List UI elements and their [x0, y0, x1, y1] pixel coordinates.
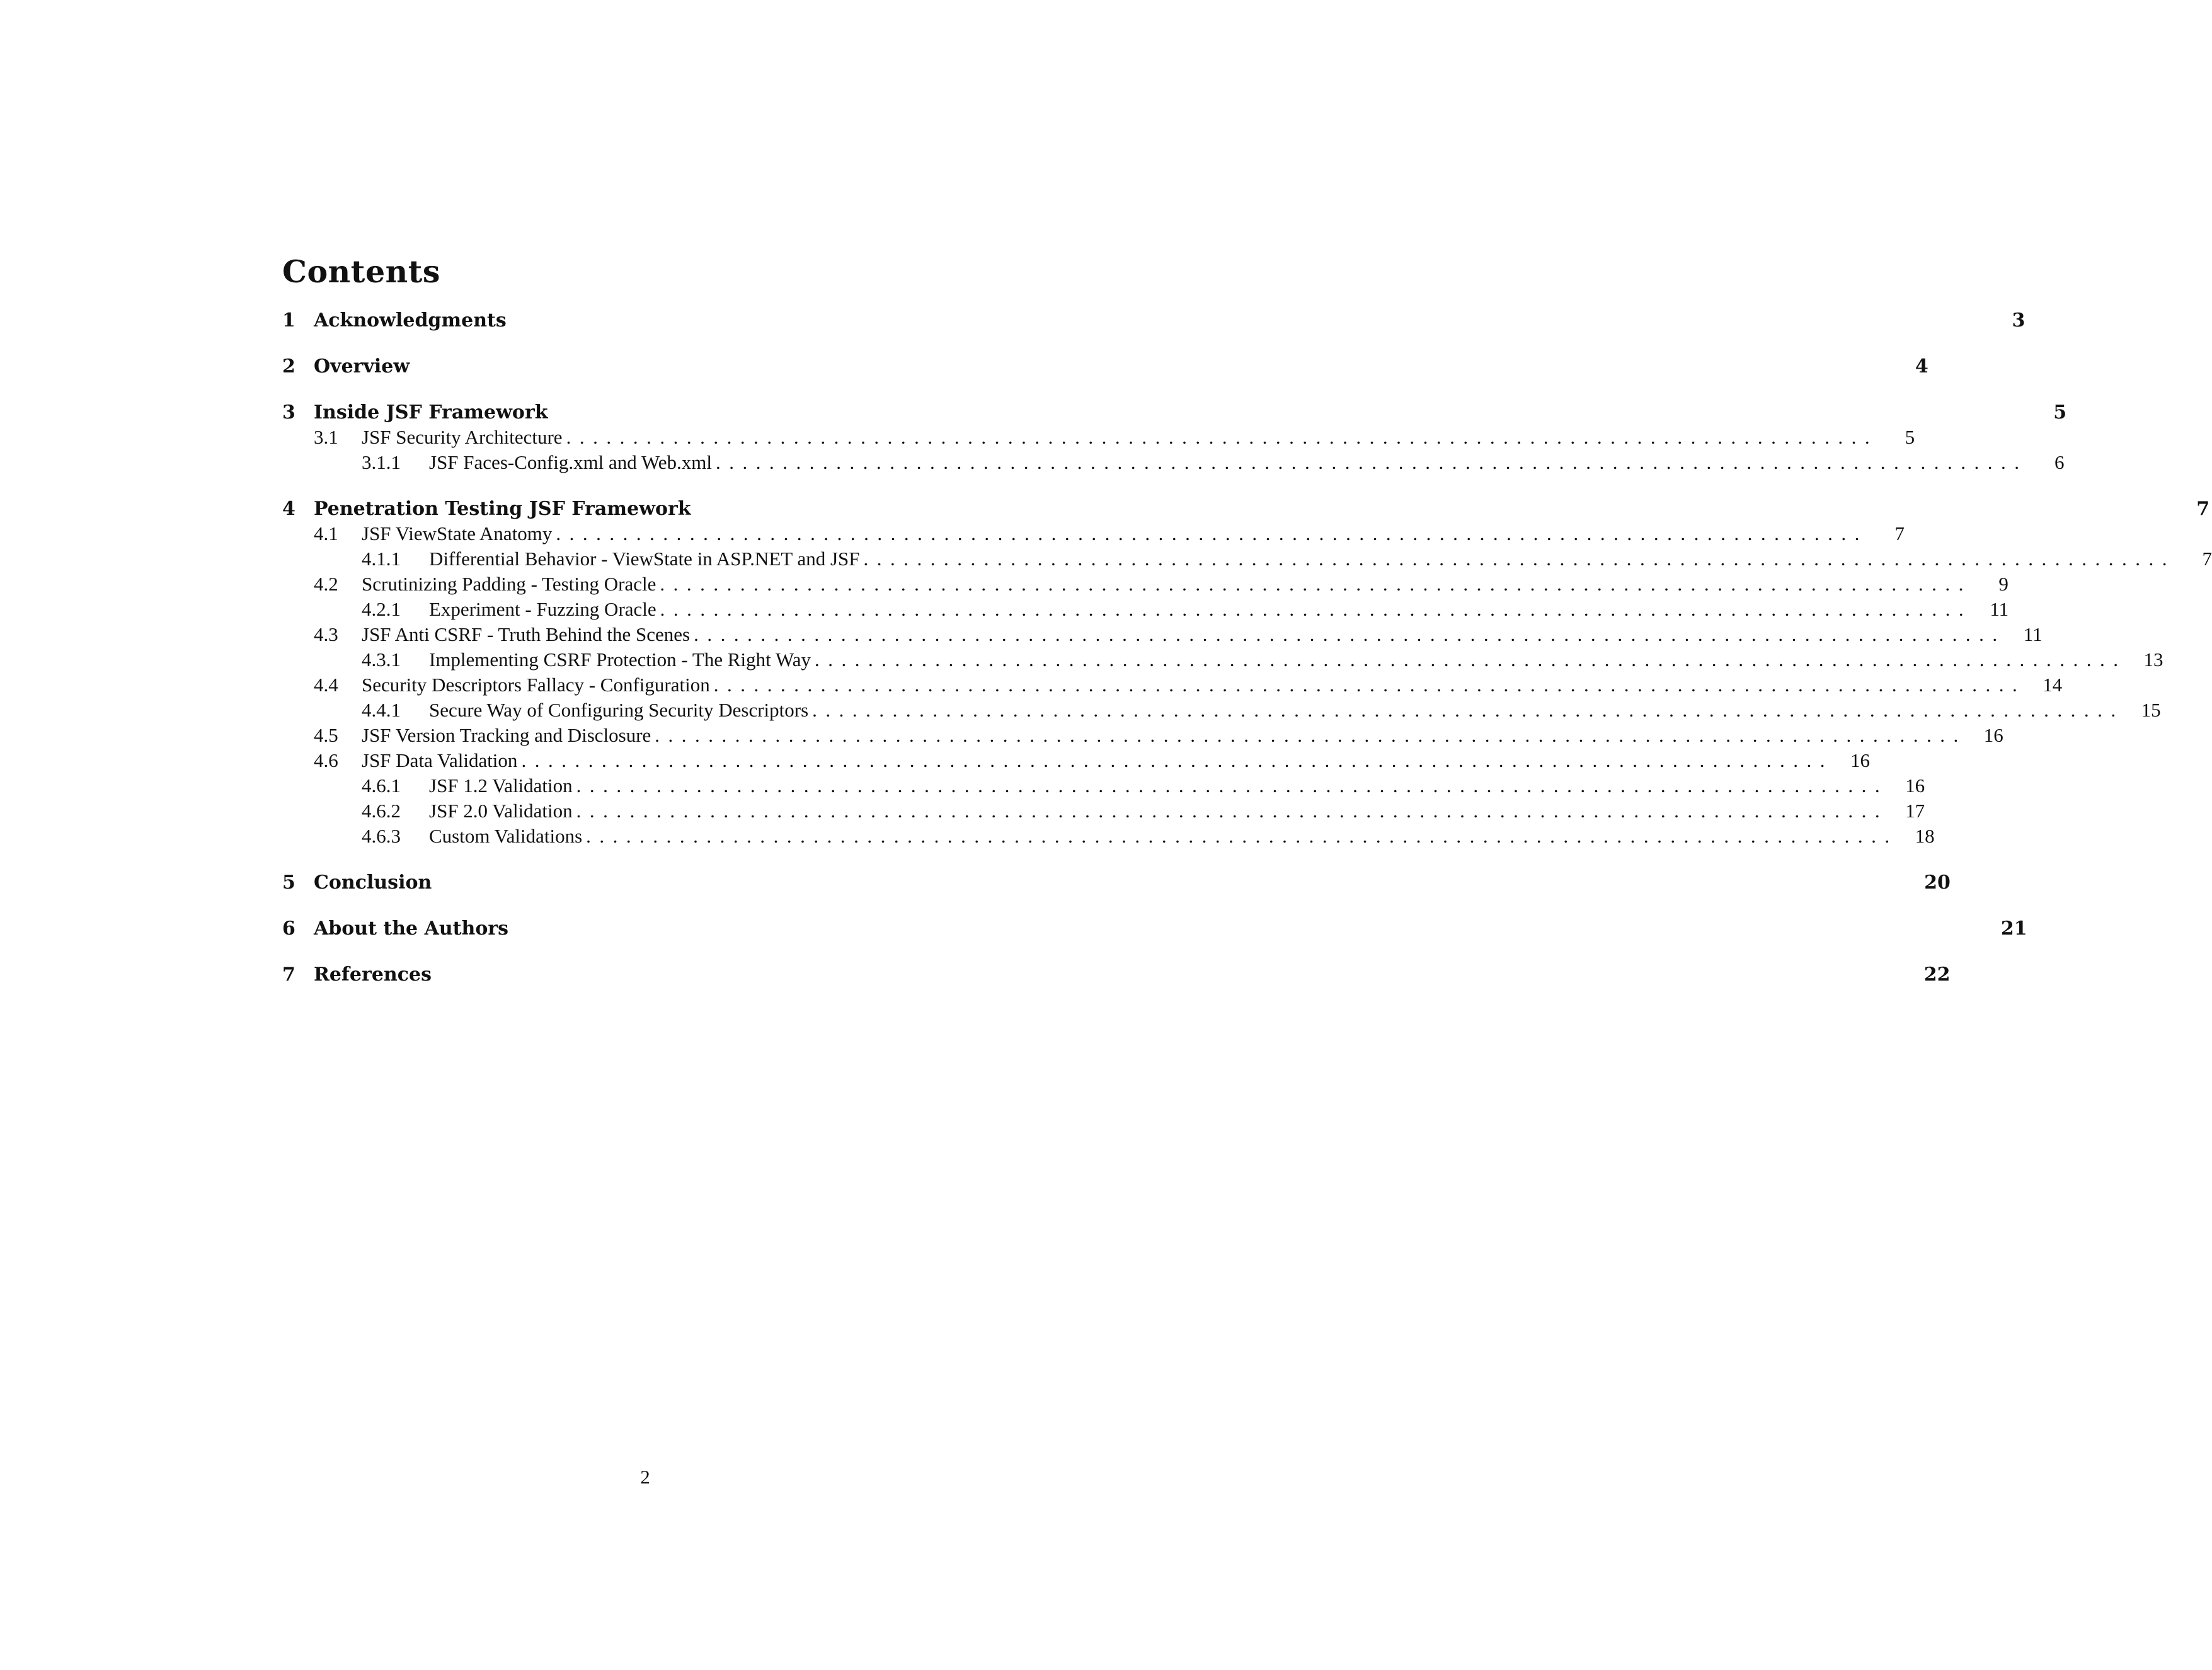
- entry-page-number: 7: [2196, 497, 2210, 520]
- entry-title: References: [314, 963, 432, 986]
- entry-number: 4.6: [314, 749, 338, 771]
- toc-entry-chapter[interactable]: [282, 308, 2026, 333]
- entry-page-number: 16: [1850, 749, 1870, 771]
- entry-title: Implementing CSRF Protection - The Right Way: [429, 648, 811, 671]
- dot-leader: ..................................................................................................: [556, 522, 1868, 544]
- entry-title: JSF Data Validation: [362, 749, 518, 771]
- entry-title: Inside JSF Framework: [314, 401, 548, 423]
- entry-title: Penetration Testing JSF Framework: [314, 497, 691, 520]
- entry-number: 4.3: [314, 623, 338, 645]
- toc-entry-section[interactable]: [282, 748, 1870, 773]
- entry-title: JSF Security Architecture: [362, 426, 563, 448]
- toc-entry-section[interactable]: [282, 723, 2003, 748]
- toc-entry-section[interactable]: [282, 622, 2043, 647]
- entry-page-number: 16: [1905, 775, 1925, 797]
- entry-title: JSF 1.2 Validation: [429, 775, 573, 797]
- toc-heading: Contents: [282, 253, 440, 290]
- toc-entry-section[interactable]: [282, 521, 1905, 546]
- entry-number: 4.3.1: [362, 648, 401, 671]
- toc-entry-section[interactable]: [282, 672, 2063, 698]
- entry-page-number: 5: [2053, 401, 2067, 423]
- dot-leader: ..................................................................................................: [812, 699, 2124, 721]
- toc-entry-chapter[interactable]: [282, 496, 2210, 521]
- entry-page-number: 6: [2054, 451, 2065, 473]
- dot-leader: ..................................................................................................: [713, 674, 2026, 696]
- dot-leader: ..................................................................................................: [566, 426, 1879, 448]
- entry-number: 4: [282, 497, 295, 520]
- entry-title: Secure Way of Configuring Security Descriptors: [429, 699, 809, 721]
- page-number: 2: [640, 1466, 650, 1488]
- entry-number: 3.1: [314, 426, 338, 448]
- dot-leader: ..................................................................................................: [576, 775, 1889, 797]
- dot-leader: ..................................................................................................: [586, 825, 1898, 847]
- dot-leader: ..................................................................................................: [863, 548, 2176, 570]
- entry-number: 5: [282, 871, 295, 894]
- entry-number: 3: [282, 401, 295, 423]
- dot-leader: ..................................................................................................: [655, 724, 1967, 746]
- entry-page-number: 17: [1905, 800, 1925, 822]
- toc-entry-section[interactable]: [282, 425, 1915, 450]
- entry-page-number: 11: [1990, 598, 2009, 620]
- entry-title: Overview: [314, 355, 410, 377]
- toc-entry-subsection[interactable]: [282, 450, 2065, 475]
- toc-entry-chapter[interactable]: [282, 916, 2027, 941]
- toc-entry-subsection[interactable]: [282, 647, 2163, 672]
- toc-entry-section[interactable]: [282, 572, 2009, 597]
- entry-number: 7: [282, 963, 295, 986]
- entry-page-number: 7: [2202, 548, 2212, 570]
- entry-title: Custom Validations: [429, 825, 583, 847]
- toc-entry-subsection[interactable]: [282, 798, 1925, 824]
- entry-page-number: 5: [1905, 426, 1915, 448]
- entry-page-number: 3: [2012, 309, 2026, 331]
- toc-entry-chapter[interactable]: [282, 400, 2067, 425]
- toc-entry-chapter[interactable]: [282, 870, 1951, 895]
- dot-leader: ..................................................................................................: [521, 749, 1833, 771]
- entry-page-number: 11: [2023, 623, 2043, 645]
- entry-title: JSF ViewState Anatomy: [362, 522, 553, 544]
- entry-number: 3.1.1: [362, 451, 401, 473]
- entry-page-number: 9: [1998, 573, 2009, 595]
- dot-leader: ..................................................................................................: [660, 598, 1973, 620]
- toc-entry-chapter[interactable]: [282, 962, 1951, 987]
- entry-page-number: 18: [1915, 825, 1935, 847]
- entry-title: Differential Behavior - ViewState in ASP.NET and JSF: [429, 548, 860, 570]
- entry-title: Experiment - Fuzzing Oracle: [429, 598, 656, 620]
- entry-title: Scrutinizing Padding - Testing Oracle: [362, 573, 656, 595]
- table-of-contents: [282, 308, 2212, 987]
- entry-number: 4.1.1: [362, 548, 401, 570]
- entry-title: Conclusion: [314, 871, 432, 894]
- entry-number: 4.4: [314, 674, 338, 696]
- entry-title: JSF 2.0 Validation: [429, 800, 573, 822]
- dot-leader: ..................................................................................................: [576, 800, 1889, 822]
- entry-number: 4.6.1: [362, 775, 401, 797]
- toc-entry-subsection[interactable]: [282, 698, 2161, 723]
- entry-page-number: 15: [2141, 699, 2161, 721]
- dot-leader: ..................................................................................................: [815, 648, 2127, 671]
- entry-number: 2: [282, 355, 295, 377]
- dot-leader: ..................................................................................................: [694, 623, 2006, 645]
- toc-entry-subsection[interactable]: [282, 824, 1935, 849]
- entry-title: JSF Version Tracking and Disclosure: [362, 724, 651, 746]
- entry-title: Acknowledgments: [314, 309, 507, 331]
- entry-page-number: 22: [1923, 963, 1951, 986]
- entry-page-number: 7: [1894, 522, 1905, 544]
- entry-number: 4.6.2: [362, 800, 401, 822]
- entry-number: 6: [282, 917, 295, 940]
- entry-number: 4.2: [314, 573, 338, 595]
- entry-page-number: 13: [2143, 648, 2163, 671]
- dot-leader: ..................................................................................................: [660, 573, 1972, 595]
- toc-entry-subsection[interactable]: [282, 546, 2212, 572]
- entry-page-number: 4: [1915, 355, 1928, 377]
- entry-number: 1: [282, 309, 295, 331]
- entry-page-number: 16: [1983, 724, 2003, 746]
- entry-number: 4.6.3: [362, 825, 401, 847]
- entry-number: 4.5: [314, 724, 338, 746]
- entry-page-number: 21: [2000, 917, 2027, 940]
- entry-number: 4.1: [314, 522, 338, 544]
- entry-page-number: 20: [1924, 871, 1951, 894]
- toc-entry-subsection[interactable]: [282, 773, 1925, 798]
- entry-number: 4.4.1: [362, 699, 401, 721]
- entry-title: JSF Faces-Config.xml and Web.xml: [429, 451, 713, 473]
- entry-title: Security Descriptors Fallacy - Configuration: [362, 674, 710, 696]
- entry-number: 4.2.1: [362, 598, 401, 620]
- toc-entry-chapter[interactable]: [282, 354, 1928, 379]
- entry-page-number: 14: [2043, 674, 2063, 696]
- entry-title: JSF Anti CSRF - Truth Behind the Scenes: [362, 623, 691, 645]
- dot-leader: ..................................................................................................: [716, 451, 2028, 473]
- toc-entry-subsection[interactable]: [282, 597, 2009, 622]
- entry-title: About the Authors: [314, 917, 509, 940]
